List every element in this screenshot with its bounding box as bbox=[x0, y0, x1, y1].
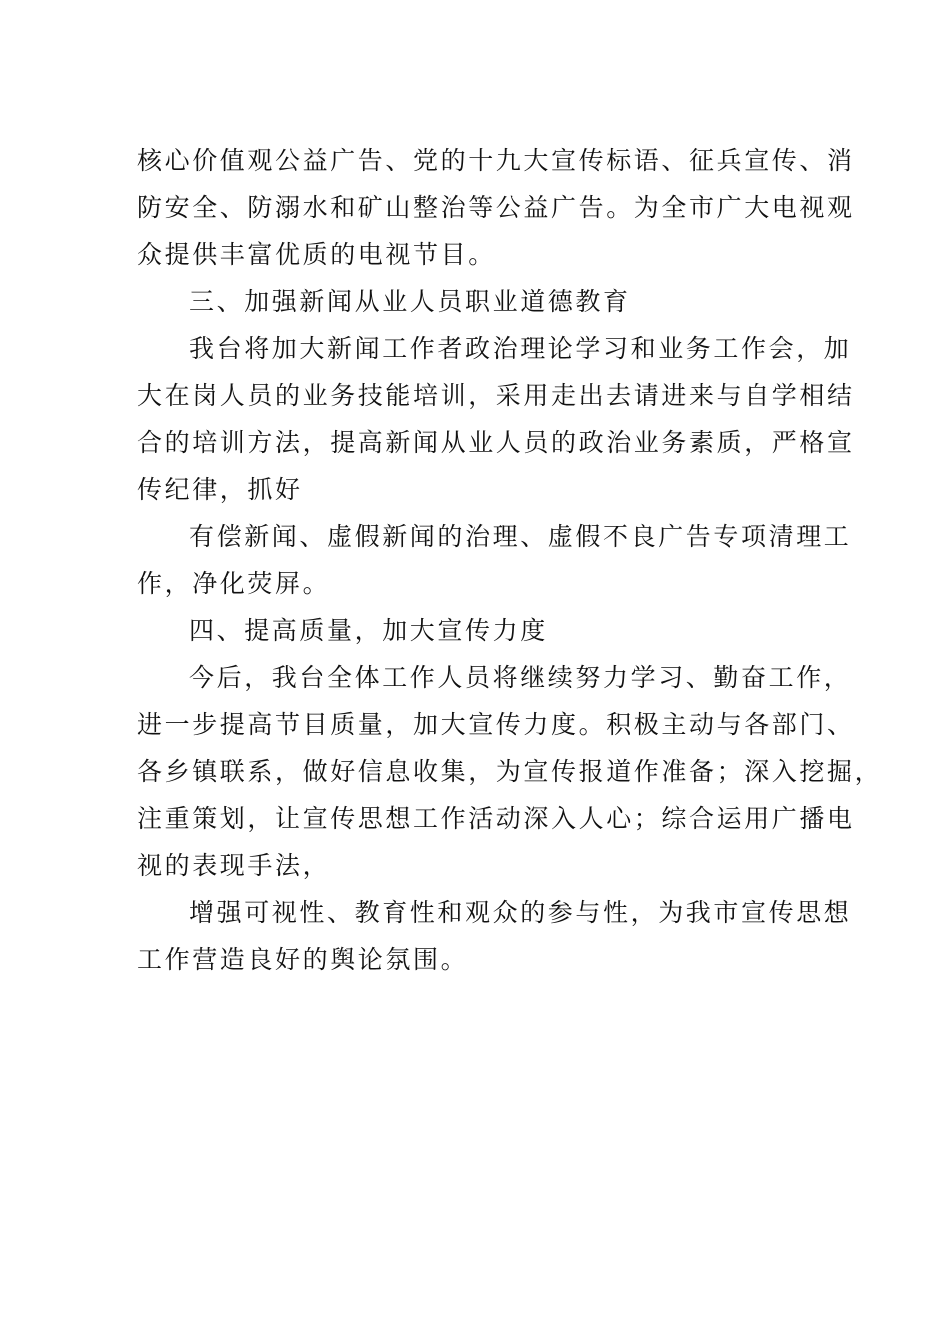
paragraph-training bbox=[137, 325, 855, 513]
heading-line: 三、加强新闻从业人员职业道德教育 bbox=[189, 287, 631, 316]
text-line: 视的表现手法， bbox=[137, 851, 331, 880]
text-line: 注重策划，让宣传思想工作活动深入人心；综合运用广播电 bbox=[137, 804, 855, 833]
text-line: 防安全、防溺水和矿山整治等公益广告。为全市广大电视观 bbox=[137, 193, 855, 222]
paragraph-cleanup bbox=[137, 513, 852, 607]
text-line: 作，净化荧屏。 bbox=[137, 569, 331, 598]
paragraph-public-ads bbox=[137, 137, 855, 278]
document-body bbox=[137, 137, 883, 983]
text-line: 增强可视性、教育性和观众的参与性，为我市宣传思想 bbox=[189, 898, 852, 927]
text-line: 工作营造良好的舆论氛围。 bbox=[137, 945, 469, 974]
paragraph-future-work bbox=[137, 654, 883, 889]
text-line: 各乡镇联系，做好信息收集，为宣传报道作准备；深入挖掘， bbox=[137, 757, 883, 786]
text-line: 今后，我台全体工作人员将继续努力学习、勤奋工作， bbox=[189, 663, 852, 692]
section-heading-4 bbox=[137, 607, 827, 654]
text-line: 大在岗人员的业务技能培训，采用走出去请进来与自学相结 bbox=[137, 381, 855, 410]
text-line: 有偿新闻、虚假新闻的治理、虚假不良广告专项清理工 bbox=[189, 522, 852, 551]
text-line: 我台将加大新闻工作者政治理论学习和业务工作会，加 bbox=[189, 334, 852, 363]
text-line: 众提供丰富优质的电视节目。 bbox=[137, 240, 496, 269]
text-line: 进一步提高节目质量，加大宣传力度。积极主动与各部门、 bbox=[137, 710, 855, 739]
section-heading-3 bbox=[137, 278, 827, 325]
text-line: 核心价值观公益广告、党的十九大宣传标语、征兵宣传、消 bbox=[137, 146, 855, 175]
text-line: 合的培训方法，提高新闻从业人员的政治业务素质，严格宣 bbox=[137, 428, 855, 457]
paragraph-conclusion bbox=[137, 889, 852, 983]
text-line: 传纪律，抓好 bbox=[137, 475, 303, 504]
heading-line: 四、提高质量，加大宣传力度 bbox=[189, 616, 548, 645]
